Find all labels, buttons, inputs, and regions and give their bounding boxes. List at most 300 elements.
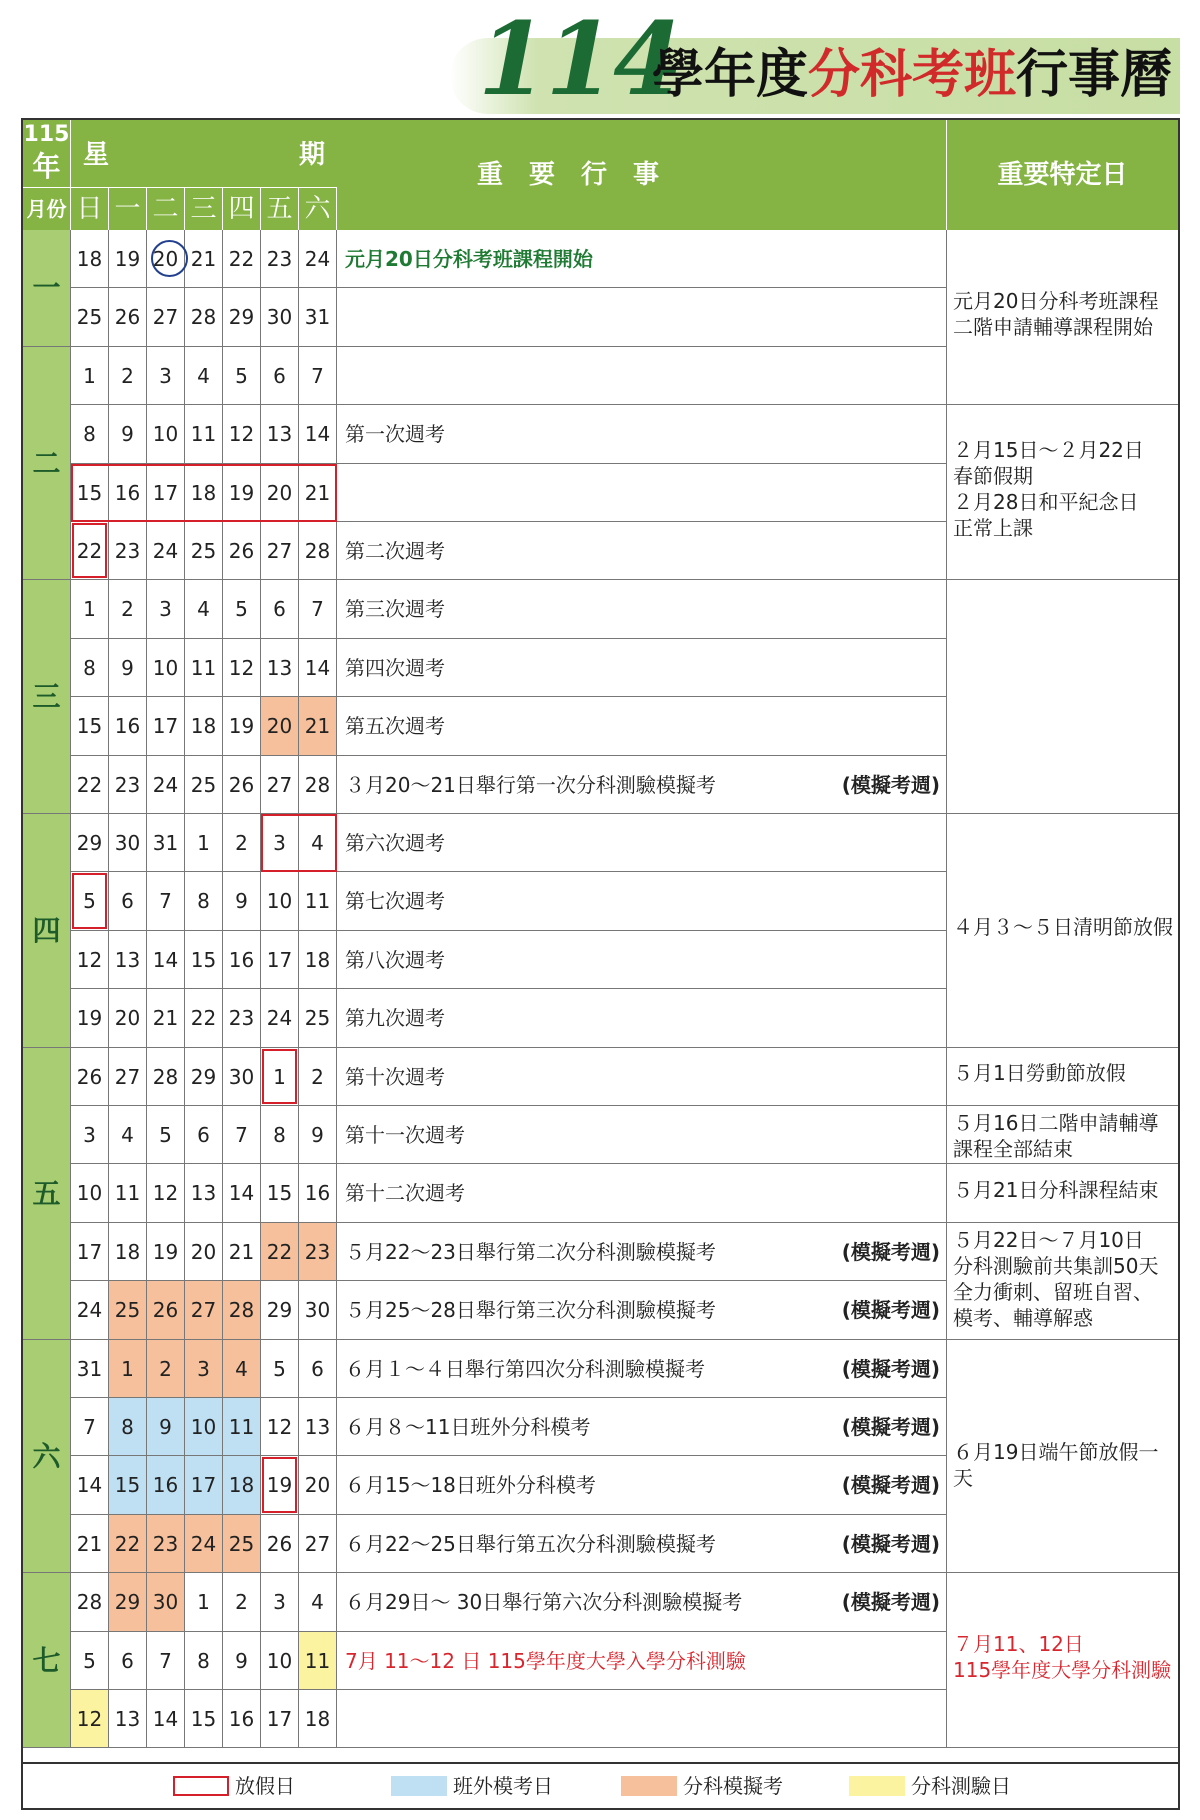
day-number: 17 xyxy=(152,480,179,505)
day-number: 21 xyxy=(76,1531,103,1556)
day-cell xyxy=(109,872,147,930)
day-cell xyxy=(71,872,109,930)
day-number: 30 xyxy=(266,305,293,330)
day-cell xyxy=(71,347,109,405)
special-day-line: ５月1日勞動節放假 xyxy=(953,1060,1126,1085)
holiday-span-outline xyxy=(261,814,337,872)
title-part-2: 分科考班 xyxy=(808,45,1017,105)
special-day-block xyxy=(947,1573,1178,1748)
day-number: 9 xyxy=(121,422,134,447)
day-number: 20 xyxy=(266,714,293,739)
day-number: 15 xyxy=(190,947,217,972)
special-day-block xyxy=(947,230,1178,405)
event-text: 第九次週考 xyxy=(345,1006,445,1031)
day-cell xyxy=(223,1632,261,1690)
day-cell xyxy=(261,872,299,930)
day-cell xyxy=(147,1690,185,1748)
day-cell xyxy=(185,1281,223,1339)
day-cell xyxy=(71,989,109,1047)
day-cell xyxy=(185,1515,223,1573)
mock-week-tag: (模擬考週) xyxy=(841,1415,940,1439)
day-number: 5 xyxy=(159,1123,172,1147)
legend-mock-label: 分科模擬考 xyxy=(683,1774,783,1798)
day-cell xyxy=(261,989,299,1047)
day-cell xyxy=(261,405,299,463)
day-number: 17 xyxy=(190,1473,217,1498)
day-number: 17 xyxy=(266,1707,293,1731)
day-number: 23 xyxy=(114,539,141,563)
week-label-left: 星 xyxy=(83,140,110,170)
day-cell xyxy=(147,1223,185,1281)
day-number: 20 xyxy=(190,1239,217,1264)
legend-holiday-swatch xyxy=(173,1776,229,1796)
event-text: ３月20～21日舉行第一次分科測驗模擬考 xyxy=(345,772,716,797)
day-cell xyxy=(223,1398,261,1456)
day-number: 15 xyxy=(190,1707,217,1731)
day-number: 23 xyxy=(114,772,141,797)
event-text: ５月25～28日舉行第三次分科測驗模擬考 xyxy=(345,1298,716,1323)
weekday-6: 六 xyxy=(299,188,337,230)
day-number: 6 xyxy=(121,1648,134,1673)
day-cell xyxy=(109,639,147,697)
event-text: ６月15～18日班外分科模考 xyxy=(345,1473,596,1498)
day-cell xyxy=(261,288,299,346)
day-number: 19 xyxy=(228,480,255,505)
day-number: 25 xyxy=(76,305,103,330)
day-cell xyxy=(147,639,185,697)
event-text: 第十次週考 xyxy=(345,1064,445,1089)
day-number: 25 xyxy=(190,772,217,797)
special-day-line: 分科測驗前共集訓50天 xyxy=(953,1253,1159,1278)
day-cell xyxy=(147,814,185,872)
day-cell xyxy=(185,639,223,697)
day-cell xyxy=(261,1048,299,1106)
event-row xyxy=(337,464,947,522)
day-number: 8 xyxy=(121,1415,134,1439)
day-cell xyxy=(185,1690,223,1748)
day-cell xyxy=(299,697,337,755)
day-cell xyxy=(109,1281,147,1339)
day-number: 16 xyxy=(152,1473,179,1498)
event-row xyxy=(337,1281,947,1339)
day-cell xyxy=(185,1398,223,1456)
day-number: 1 xyxy=(197,831,210,855)
day-cell xyxy=(223,1340,261,1398)
day-cell xyxy=(185,697,223,755)
day-cell xyxy=(147,697,185,755)
day-number: 21 xyxy=(152,1006,179,1031)
day-cell xyxy=(299,1340,337,1398)
day-cell xyxy=(71,1223,109,1281)
day-number: 10 xyxy=(266,889,293,914)
day-cell xyxy=(223,872,261,930)
day-number: 6 xyxy=(197,1123,210,1147)
event-row xyxy=(337,405,947,463)
month-label-0: 一 xyxy=(23,230,71,347)
special-day-line: ５月16日二階申請輔導 xyxy=(953,1111,1159,1135)
page-header xyxy=(0,0,1200,118)
day-cell xyxy=(223,1690,261,1748)
day-number: 2 xyxy=(121,363,134,388)
day-number: 17 xyxy=(266,947,293,972)
special-day-line: 115學年度大學分科測驗 xyxy=(953,1657,1172,1682)
day-cell xyxy=(261,1164,299,1222)
day-number: 8 xyxy=(197,889,210,914)
day-number: 24 xyxy=(152,539,179,563)
day-number: 7 xyxy=(311,363,324,388)
day-number: 15 xyxy=(114,1473,141,1498)
day-number: 22 xyxy=(76,772,103,797)
day-number: 28 xyxy=(152,1064,179,1089)
day-number: 17 xyxy=(152,714,179,739)
day-number: 13 xyxy=(304,1415,331,1439)
day-cell xyxy=(109,1223,147,1281)
event-text: 第六次週考 xyxy=(345,831,445,855)
day-number: 4 xyxy=(311,1590,324,1615)
day-number: 4 xyxy=(311,831,324,855)
day-number: 12 xyxy=(266,1415,293,1439)
event-row xyxy=(337,1106,947,1164)
day-number: 18 xyxy=(304,1707,331,1731)
day-number: 23 xyxy=(228,1006,255,1031)
day-number: 19 xyxy=(152,1239,179,1264)
day-cell xyxy=(147,288,185,346)
day-cell xyxy=(71,1281,109,1339)
day-number: 21 xyxy=(304,480,331,505)
weekday-0: 日 xyxy=(71,188,109,230)
day-number: 8 xyxy=(83,422,96,447)
day-cell xyxy=(299,756,337,814)
day-number: 11 xyxy=(228,1415,255,1439)
day-number: 4 xyxy=(197,363,210,388)
weekday-3: 三 xyxy=(185,188,223,230)
day-number: 8 xyxy=(273,1123,286,1147)
day-cell xyxy=(147,1573,185,1631)
day-cell xyxy=(109,1048,147,1106)
day-number: 9 xyxy=(235,1648,248,1673)
day-cell xyxy=(261,1632,299,1690)
day-number: 27 xyxy=(114,1064,141,1089)
day-number: 27 xyxy=(266,772,293,797)
day-cell xyxy=(147,1456,185,1514)
event-row xyxy=(337,697,947,755)
day-number: 6 xyxy=(273,597,286,622)
day-cell xyxy=(109,814,147,872)
day-cell xyxy=(185,1632,223,1690)
event-row xyxy=(337,580,947,638)
day-cell xyxy=(299,1456,337,1514)
day-number: 20 xyxy=(114,1006,141,1031)
day-cell xyxy=(71,1690,109,1748)
day-number: 13 xyxy=(266,655,293,680)
year-header xyxy=(23,120,71,188)
day-cell xyxy=(109,1632,147,1690)
day-number: 19 xyxy=(114,247,141,271)
event-text: ６月１～４日舉行第四次分科測驗模擬考 xyxy=(345,1356,705,1381)
day-cell xyxy=(147,1515,185,1573)
day-number: 18 xyxy=(190,714,217,739)
event-text: 第十二次週考 xyxy=(345,1181,465,1206)
week-label-right: 期 xyxy=(298,140,325,170)
event-row xyxy=(337,288,947,346)
day-cell xyxy=(185,1340,223,1398)
mock-week-tag: (模擬考週) xyxy=(841,1531,940,1556)
day-number: 13 xyxy=(190,1181,217,1206)
day-number: 22 xyxy=(76,539,103,563)
day-number: 27 xyxy=(266,539,293,563)
day-number: 2 xyxy=(311,1064,324,1089)
day-cell xyxy=(223,288,261,346)
day-cell xyxy=(109,1106,147,1164)
special-day-line: 元月20日分科考班課程 xyxy=(953,288,1159,313)
event-text: ６月22～25日舉行第五次分科測驗模擬考 xyxy=(345,1531,716,1556)
day-number: 28 xyxy=(304,772,331,797)
day-number: 15 xyxy=(266,1181,293,1206)
day-cell xyxy=(223,1515,261,1573)
day-cell xyxy=(71,1456,109,1514)
mock-week-tag: (模擬考週) xyxy=(841,1473,940,1498)
day-cell xyxy=(109,288,147,346)
special-day-line: ２月28日和平紀念日 xyxy=(953,489,1139,514)
day-number: 9 xyxy=(235,889,248,914)
legend-external-mock-swatch xyxy=(391,1776,447,1796)
event-row xyxy=(337,756,947,814)
weekday-1: 一 xyxy=(109,188,147,230)
day-number: 11 xyxy=(304,1648,331,1673)
day-number: 2 xyxy=(121,597,134,622)
day-number: 26 xyxy=(266,1531,293,1556)
day-number: 20 xyxy=(152,247,179,271)
day-cell xyxy=(223,1106,261,1164)
mock-week-tag: (模擬考週) xyxy=(841,1356,940,1381)
day-number: 9 xyxy=(311,1123,324,1147)
event-row xyxy=(337,989,947,1047)
title-part-1: 學年度 xyxy=(652,45,809,105)
day-cell xyxy=(299,1281,337,1339)
day-cell xyxy=(185,580,223,638)
day-cell xyxy=(299,989,337,1047)
day-cell xyxy=(185,872,223,930)
title-year-number: 114 xyxy=(478,0,681,118)
day-number: 9 xyxy=(121,655,134,680)
day-cell xyxy=(147,1281,185,1339)
special-day-block xyxy=(947,1223,1178,1340)
day-number: 7 xyxy=(159,889,172,914)
day-number: 29 xyxy=(76,831,103,855)
day-number: 28 xyxy=(190,305,217,330)
day-number: 8 xyxy=(197,1648,210,1673)
day-cell xyxy=(147,1340,185,1398)
day-cell xyxy=(223,1223,261,1281)
day-number: 26 xyxy=(228,539,255,563)
day-cell xyxy=(109,405,147,463)
day-number: 18 xyxy=(76,247,103,271)
day-cell xyxy=(71,1515,109,1573)
day-number: 25 xyxy=(304,1006,331,1031)
day-number: 12 xyxy=(228,655,255,680)
legend xyxy=(21,1764,1180,1810)
day-number: 22 xyxy=(266,1239,293,1264)
day-cell xyxy=(299,1106,337,1164)
day-number: 14 xyxy=(76,1473,103,1498)
day-cell xyxy=(147,347,185,405)
day-number: 16 xyxy=(114,714,141,739)
weekday-2: 二 xyxy=(147,188,185,230)
day-number: 24 xyxy=(304,247,331,271)
day-cell xyxy=(299,1690,337,1748)
event-row xyxy=(337,230,947,288)
day-number: 13 xyxy=(266,422,293,447)
day-cell xyxy=(71,756,109,814)
event-text: 第一次週考 xyxy=(345,422,445,447)
day-number: 27 xyxy=(190,1298,217,1323)
day-cell xyxy=(71,580,109,638)
title-part-3: 行事曆 xyxy=(1016,45,1173,105)
event-text: 第十一次週考 xyxy=(345,1123,465,1147)
event-row xyxy=(337,522,947,580)
day-number: 3 xyxy=(159,363,172,388)
day-number: 31 xyxy=(76,1356,103,1381)
event-text: 第三次週考 xyxy=(345,597,445,622)
month-label-3: 四 xyxy=(23,814,71,1048)
day-number: 16 xyxy=(228,947,255,972)
day-cell xyxy=(223,931,261,989)
day-number: 20 xyxy=(304,1473,331,1498)
day-cell xyxy=(299,1223,337,1281)
mock-week-tag: (模擬考週) xyxy=(841,1239,940,1264)
day-number: 21 xyxy=(304,714,331,739)
day-cell xyxy=(223,580,261,638)
weekday-header-band xyxy=(71,120,337,188)
day-number: 25 xyxy=(228,1531,255,1556)
event-row xyxy=(337,1223,947,1281)
day-cell xyxy=(71,1340,109,1398)
special-day-block xyxy=(947,1106,1178,1164)
event-text: 元月20日分科考班課程開始 xyxy=(345,247,593,271)
day-cell xyxy=(147,1632,185,1690)
day-cell xyxy=(109,522,147,580)
day-number: 3 xyxy=(159,597,172,622)
day-cell xyxy=(261,1573,299,1631)
day-cell xyxy=(299,1398,337,1456)
day-cell xyxy=(299,931,337,989)
day-number: 2 xyxy=(159,1356,172,1381)
day-cell xyxy=(185,1048,223,1106)
day-cell xyxy=(299,1515,337,1573)
day-number: 13 xyxy=(114,1707,141,1731)
special-day-line: 模考、輔導解惑 xyxy=(953,1305,1093,1330)
event-row xyxy=(337,1515,947,1573)
day-number: 14 xyxy=(304,422,331,447)
special-day-block xyxy=(947,1048,1178,1106)
day-cell xyxy=(299,1048,337,1106)
day-number: 25 xyxy=(114,1298,141,1323)
day-cell xyxy=(299,1164,337,1222)
day-number: 3 xyxy=(273,831,286,855)
day-cell xyxy=(109,931,147,989)
day-cell xyxy=(261,580,299,638)
day-number: 5 xyxy=(235,363,248,388)
event-row xyxy=(337,1048,947,1106)
day-number: 18 xyxy=(228,1473,255,1498)
day-number: 5 xyxy=(235,597,248,622)
day-cell xyxy=(185,230,223,288)
day-cell xyxy=(223,1456,261,1514)
day-cell xyxy=(185,1106,223,1164)
day-cell xyxy=(109,1164,147,1222)
day-cell xyxy=(109,697,147,755)
day-number: 17 xyxy=(76,1239,103,1264)
day-number: 23 xyxy=(152,1531,179,1556)
day-number: 6 xyxy=(273,363,286,388)
day-cell xyxy=(147,756,185,814)
special-days-column-header: 重要特定日 xyxy=(947,120,1178,230)
event-row xyxy=(337,1573,947,1631)
day-number: 19 xyxy=(76,1006,103,1031)
day-cell xyxy=(261,1223,299,1281)
day-number: 28 xyxy=(76,1590,103,1615)
day-cell xyxy=(185,931,223,989)
day-number: 10 xyxy=(152,422,179,447)
day-cell xyxy=(299,580,337,638)
legend-exam-label: 分科測驗日 xyxy=(911,1774,1011,1798)
day-cell xyxy=(299,872,337,930)
day-number: 14 xyxy=(304,655,331,680)
day-number: 8 xyxy=(83,655,96,680)
day-cell xyxy=(223,347,261,405)
event-row xyxy=(337,1690,947,1748)
day-number: 3 xyxy=(273,1590,286,1615)
day-number: 1 xyxy=(197,1590,210,1615)
special-day-line: ７月11、12日 xyxy=(953,1631,1084,1656)
day-number: 20 xyxy=(266,480,293,505)
event-row xyxy=(337,931,947,989)
day-cell xyxy=(261,347,299,405)
day-number: 18 xyxy=(190,480,217,505)
day-number: 3 xyxy=(197,1356,210,1381)
day-number: 21 xyxy=(190,247,217,271)
day-cell xyxy=(223,1573,261,1631)
day-cell xyxy=(261,1398,299,1456)
day-cell xyxy=(299,288,337,346)
day-cell xyxy=(109,1515,147,1573)
day-cell xyxy=(147,1164,185,1222)
day-number: 14 xyxy=(152,947,179,972)
day-cell xyxy=(185,756,223,814)
day-cell xyxy=(71,1573,109,1631)
day-cell xyxy=(109,347,147,405)
day-cell xyxy=(147,1106,185,1164)
day-number: 27 xyxy=(304,1531,331,1556)
day-cell xyxy=(299,230,337,288)
day-cell xyxy=(223,1048,261,1106)
month-label-4: 五 xyxy=(23,1048,71,1340)
legend-external-mock-label: 班外模考日 xyxy=(453,1774,553,1798)
event-text: 第二次週考 xyxy=(345,539,445,563)
special-day-line: ６月19日端午節放假一天 xyxy=(953,1440,1159,1491)
day-number: 1 xyxy=(273,1064,286,1089)
day-number: 22 xyxy=(190,1006,217,1031)
day-cell xyxy=(109,580,147,638)
day-cell xyxy=(185,1164,223,1222)
day-number: 16 xyxy=(228,1707,255,1731)
day-cell xyxy=(299,639,337,697)
day-cell xyxy=(299,405,337,463)
day-cell xyxy=(71,522,109,580)
day-number: 28 xyxy=(228,1298,255,1323)
day-number: 22 xyxy=(114,1531,141,1556)
event-row xyxy=(337,1398,947,1456)
